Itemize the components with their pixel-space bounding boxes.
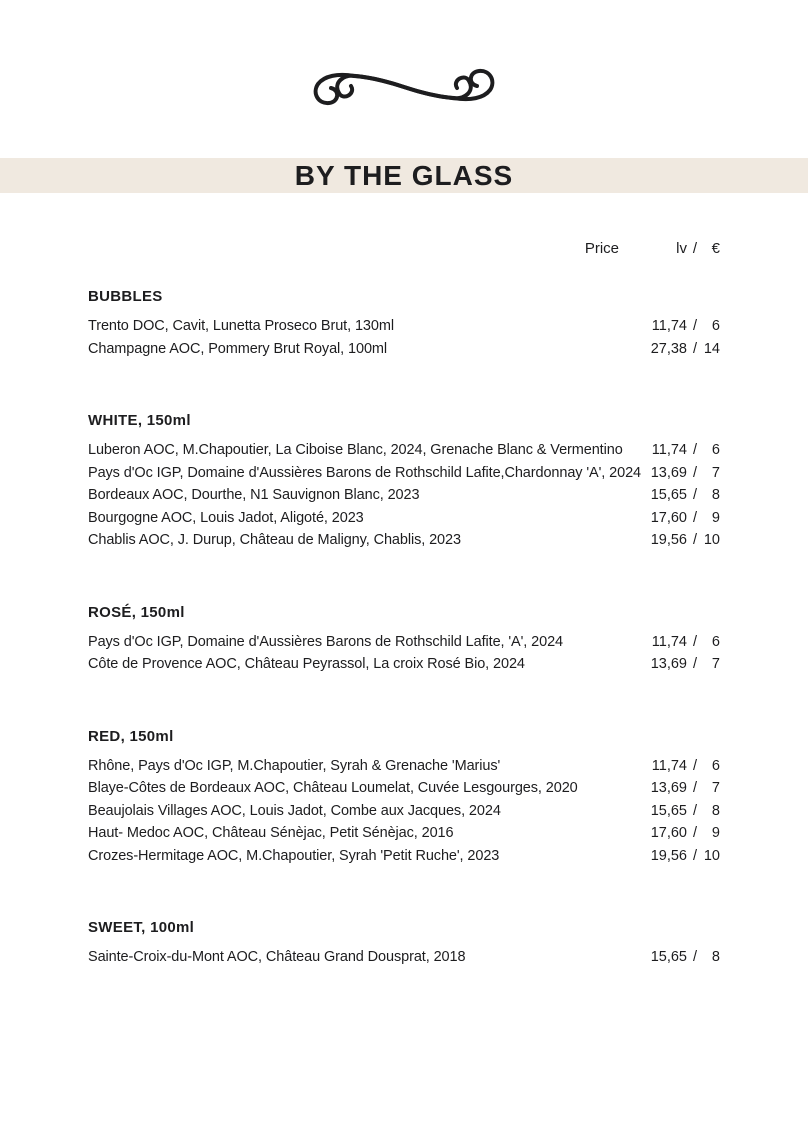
wine-item-row [88,777,720,800]
price-lv: 15,65 [650,949,687,965]
price-lv: 15,65 [650,802,687,819]
price-separator: / [692,949,698,965]
wine-description: Côte de Provence AOC, Château Peyrassol, La croix Rosé Bio, 2024 [88,656,525,672]
wine-description: Bourgogne AOC, Louis Jadot, Aligoté, 2023 [88,509,364,526]
wine-price [645,439,720,462]
wine-item-row [88,439,720,462]
price-lv: 11,74 [651,442,687,458]
wine-item-row [88,507,720,530]
wine-item-row [88,315,720,338]
currency-separator: / [692,240,698,257]
wine-description: Champagne AOC, Pommery Brut Royal, 100ml [88,340,388,357]
wine-price [645,631,720,654]
wine-item-row [88,462,720,485]
menu-content [88,238,720,969]
wine-description: Chablis AOC, J. Durup, Château de Maligny, Chablis, 2023 [88,532,461,548]
wine-price [645,822,720,845]
wine-item-row [88,845,720,868]
wine-price [645,338,720,361]
price-eur: 6 [711,633,720,650]
price-lv: 17,60 [650,825,687,841]
price-eur: 6 [711,442,720,458]
wine-price [645,484,720,507]
wine-price [645,845,720,868]
price-eur: 9 [711,825,720,841]
wine-item-row [88,653,720,676]
price-lv: 13,69 [650,780,687,796]
price-eur: 7 [711,464,720,481]
wine-price [645,755,720,778]
wine-description: Luberon AOC, M.Chapoutier, La Ciboise Blanc, 2024, Grenache Blanc & Vermentino [88,442,623,458]
wine-description: Beaujolais Villages AOC, Louis Jadot, Combe aux Jacques, 2024 [88,802,501,819]
price-separator: / [692,633,698,650]
wine-description: Sainte-Croix-du-Mont AOC, Château Grand Dousprat, 2018 [88,949,466,965]
currency-lv-label: lv [676,240,687,257]
price-separator: / [692,487,698,503]
wine-price [645,529,720,552]
wine-description: Bordeaux AOC, Dourthe, N1 Sauvignon Blanc, 2023 [88,487,420,503]
price-separator: / [692,340,698,357]
currency-header [645,238,720,260]
wine-item-row [88,822,720,845]
wine-description: Rhône, Pays d'Oc IGP, M.Chapoutier, Syrah & Grenache 'Marius' [88,757,501,774]
page-title: BY THE GLASS [294,159,514,191]
menu-section [88,286,720,360]
price-eur: 10 [703,532,720,548]
price-lv: 13,69 [650,656,687,672]
section-title: SWEET, 100ml [88,919,195,936]
wine-price [645,507,720,530]
price-lv: 11,74 [651,318,687,334]
section-title: ROSÉ, 150ml [88,603,185,621]
wine-price [645,653,720,676]
wine-item-row [88,529,720,552]
price-separator: / [692,656,698,672]
price-eur: 10 [703,847,720,864]
price-separator: / [692,532,698,548]
price-eur: 9 [711,509,720,526]
price-lv: 19,56 [650,532,687,548]
wine-item-row [88,338,720,361]
menu-sections [88,286,720,969]
price-eur: 14 [703,340,720,357]
wine-item-row [88,484,720,507]
currency-eur-label: € [711,240,720,257]
price-eur: 7 [711,656,720,672]
section-title: RED, 150ml [88,727,174,745]
price-eur: 6 [711,318,720,334]
wine-price [645,946,720,969]
wine-item-row [88,946,720,969]
price-eur: 8 [711,802,720,819]
wine-item-row [88,800,720,823]
price-lv: 13,69 [650,464,687,481]
price-header-label: Price [584,240,619,257]
price-eur: 8 [711,487,720,503]
wine-item-row [88,755,720,778]
price-lv: 11,74 [651,633,687,650]
menu-section [88,602,720,676]
menu-section [88,917,720,969]
menu-section [88,726,720,868]
wine-price [645,462,720,485]
wine-description: Haut- Medoc AOC, Château Sénèjac, Petit Sénèjac, 2016 [88,825,454,841]
price-separator: / [692,464,698,481]
price-eur: 7 [711,780,720,796]
wine-description: Blaye-Côtes de Bordeaux AOC, Château Loumelat, Cuvée Lesgourges, 2020 [88,780,578,796]
price-separator: / [692,318,698,334]
price-lv: 19,56 [650,847,687,864]
wine-description: Pays d'Oc IGP, Domaine d'Aussières Barons de Rothschild Lafite,Chardonnay 'A', 2024 [88,464,642,481]
wine-description: Trento DOC, Cavit, Lunetta Proseco Brut, 130ml [88,318,394,334]
price-separator: / [692,780,698,796]
section-title: BUBBLES [88,288,163,305]
menu-section [88,410,720,552]
wine-description: Crozes-Hermitage AOC, M.Chapoutier, Syrah 'Petit Ruche', 2023 [88,847,500,864]
price-separator: / [692,802,698,819]
wine-price [645,777,720,800]
wine-item-row [88,631,720,654]
title-band [0,158,808,193]
price-eur: 6 [711,757,720,774]
wine-description: Pays d'Oc IGP, Domaine d'Aussières Barons de Rothschild Lafite, 'A', 2024 [88,633,564,650]
wine-price [645,800,720,823]
price-lv: 17,60 [650,509,687,526]
price-lv: 27,38 [650,340,687,357]
price-separator: / [692,825,698,841]
price-lv: 15,65 [650,487,687,503]
price-eur: 8 [711,949,720,965]
price-separator: / [692,847,698,864]
price-column-header [88,238,720,260]
price-separator: / [692,757,698,774]
section-title: WHITE, 150ml [88,412,191,429]
wine-price [645,315,720,338]
price-lv: 11,74 [651,757,687,774]
price-separator: / [692,509,698,526]
price-separator: / [692,442,698,458]
calligraphic-flourish-icon [294,56,514,123]
